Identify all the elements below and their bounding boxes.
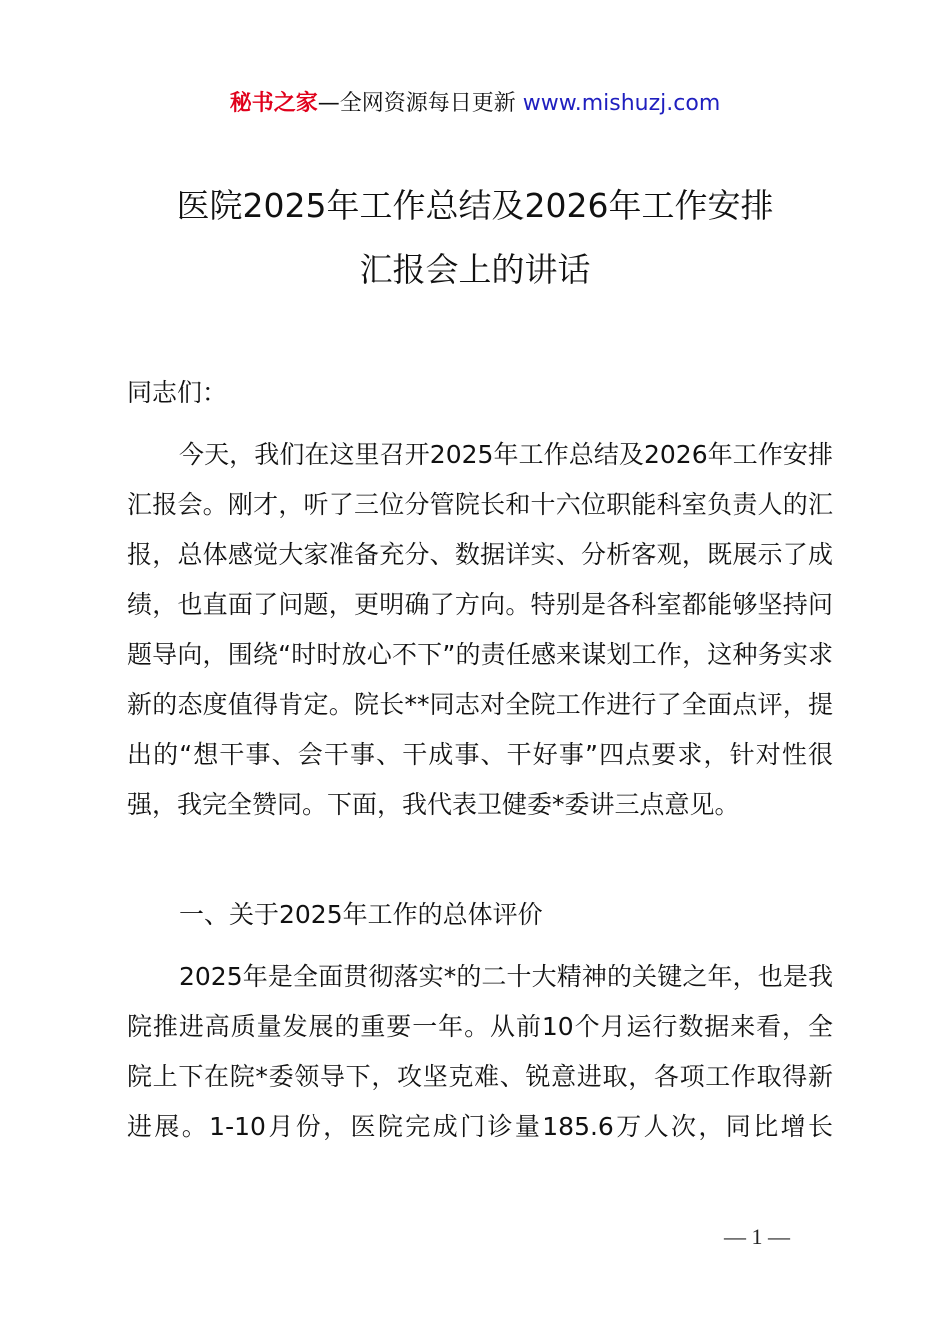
body-paragraph-2: 2025年是全面贯彻落实*的二十大精神的关键之年，也是我院推进高质量发展的重要一年。从前10个月运行数据来看，全院上下在院*委领导下，攻坚克难、锐意进取，各项工作取得新进展。1-10月份，医院完成门诊量185.6万人次，同比增长 <box>127 962 833 1141</box>
section-heading-1: 一、关于2025年工作的总体评价 <box>179 900 543 929</box>
page-number: — 1 — <box>724 1224 790 1249</box>
brand-name: 秘书之家 <box>229 91 318 116</box>
document-title-line-2: 汇报会上的讲话 <box>359 250 591 289</box>
site-url-link[interactable]: www.mishuzj.com <box>522 91 721 116</box>
header-slogan: —全网资源每日更新 <box>317 91 516 116</box>
document-title-line-1: 医院2025年工作总结及2026年工作安排 <box>176 186 774 225</box>
greeting: 同志们： <box>127 378 228 407</box>
site-header <box>0 88 950 120</box>
body-paragraph-1: 今天，我们在这里召开2025年工作总结及2026年工作安排汇报会。刚才，听了三位分管院长和十六位职能科室负责人的汇报，总体感觉大家准备充分、数据详实、分析客观，既展示了成绩，也直面了问题，更明确了方向。特别是各科室都能够坚持问题导向，围绕“时时放心不下”的责任感来谋划工作，这种务实求新的态度值得肯定。院长**同志对全院工作进行了全面点评，提出的“想干事、会干事、干成事、干好事”四点要求，针对性很强，我完全赞同。下面，我代表卫健委*委讲三点意见。 <box>127 440 833 819</box>
